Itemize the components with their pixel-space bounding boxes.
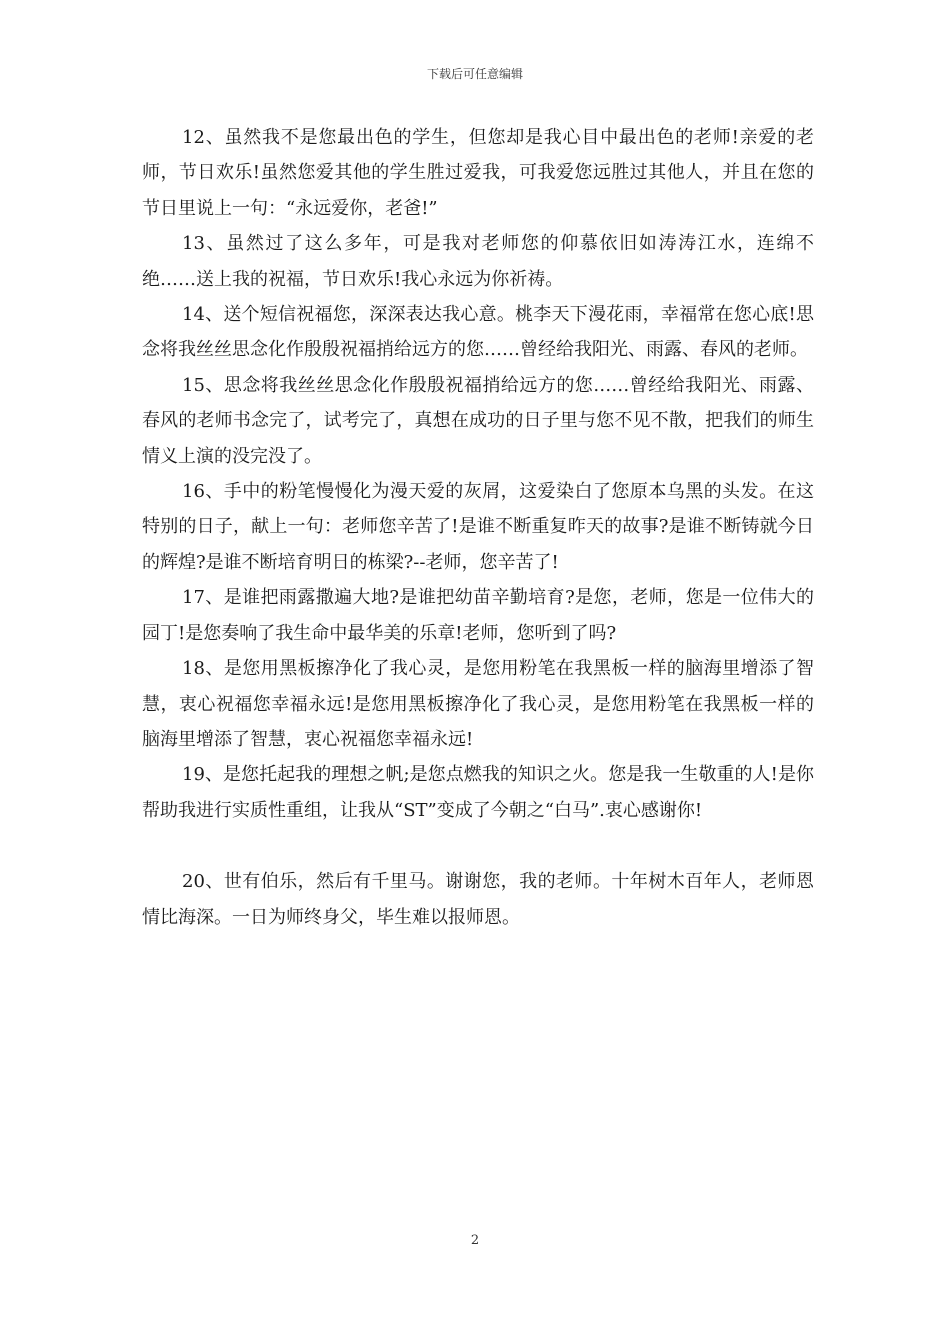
paragraph-18: 18、是您用黑板擦净化了我心灵，是您用粉笔在我黑板一样的脑海里增添了智慧，衷心祝福您幸福永远!是您用黑板擦净化了我心灵，是您用粉笔在我黑板一样的脑海里增添了智慧，衷心祝福您幸福永远! — [142, 658, 814, 750]
paragraph-16: 16、手中的粉笔慢慢化为漫天爱的灰屑，这爱染白了您原本乌黑的头发。在这特别的日子，献上一句：老师您辛苦了!是谁不断重复昨天的故事?是谁不断铸就今日的辉煌?是谁不断培育明日的栋梁?--老师，您辛苦了! — [142, 481, 814, 573]
page-number: 2 — [470, 1233, 480, 1248]
paragraph-spacer — [142, 828, 814, 864]
paragraph-17: 17、是谁把雨露撒遍大地?是谁把幼苗辛勤培育?是您，老师，您是一位伟大的园丁!是您奏响了我生命中最华美的乐章!老师，您听到了吗? — [142, 587, 814, 644]
paragraph-13: 13、虽然过了这么多年，可是我对老师您的仰慕依旧如涛涛江水，连绵不绝……送上我的祝福，节日欢乐!我心永远为你祈祷。 — [142, 233, 814, 290]
paragraph-14: 14、送个短信祝福您，深深表达我心意。桃李天下漫花雨，幸福常在您心底!思念将我丝丝思念化作殷殷祝福捎给远方的您……曾经给我阳光、雨露、春风的老师。 — [142, 304, 814, 361]
paragraph-20: 20、世有伯乐，然后有千里马。谢谢您，我的老师。十年树木百年人，老师恩情比海深。一日为师终身父，毕生难以报师恩。 — [142, 871, 814, 928]
paragraph-19: 19、是您托起我的理想之帆;是您点燃我的知识之火。您是我一生敬重的人!是你帮助我进行实质性重组，让我从“ST”变成了今朝之“白马”.衷心感谢你! — [142, 764, 814, 821]
document-body — [142, 120, 814, 935]
page-header: 下载后可任意编辑 — [426, 67, 523, 81]
paragraph-12: 12、虽然我不是您最出色的学生，但您却是我心目中最出色的老师!亲爱的老师，节日欢乐!虽然您爱其他的学生胜过爱我，可我爱您远胜过其他人，并且在您的节日里说上一句：“永远爱你，老爸!” — [142, 127, 814, 219]
paragraph-15: 15、思念将我丝丝思念化作殷殷祝福捎给远方的您……曾经给我阳光、雨露、春风的老师书念完了，试考完了，真想在成功的日子里与您不见不散，把我们的师生情义上演的没完没了。 — [142, 374, 814, 467]
